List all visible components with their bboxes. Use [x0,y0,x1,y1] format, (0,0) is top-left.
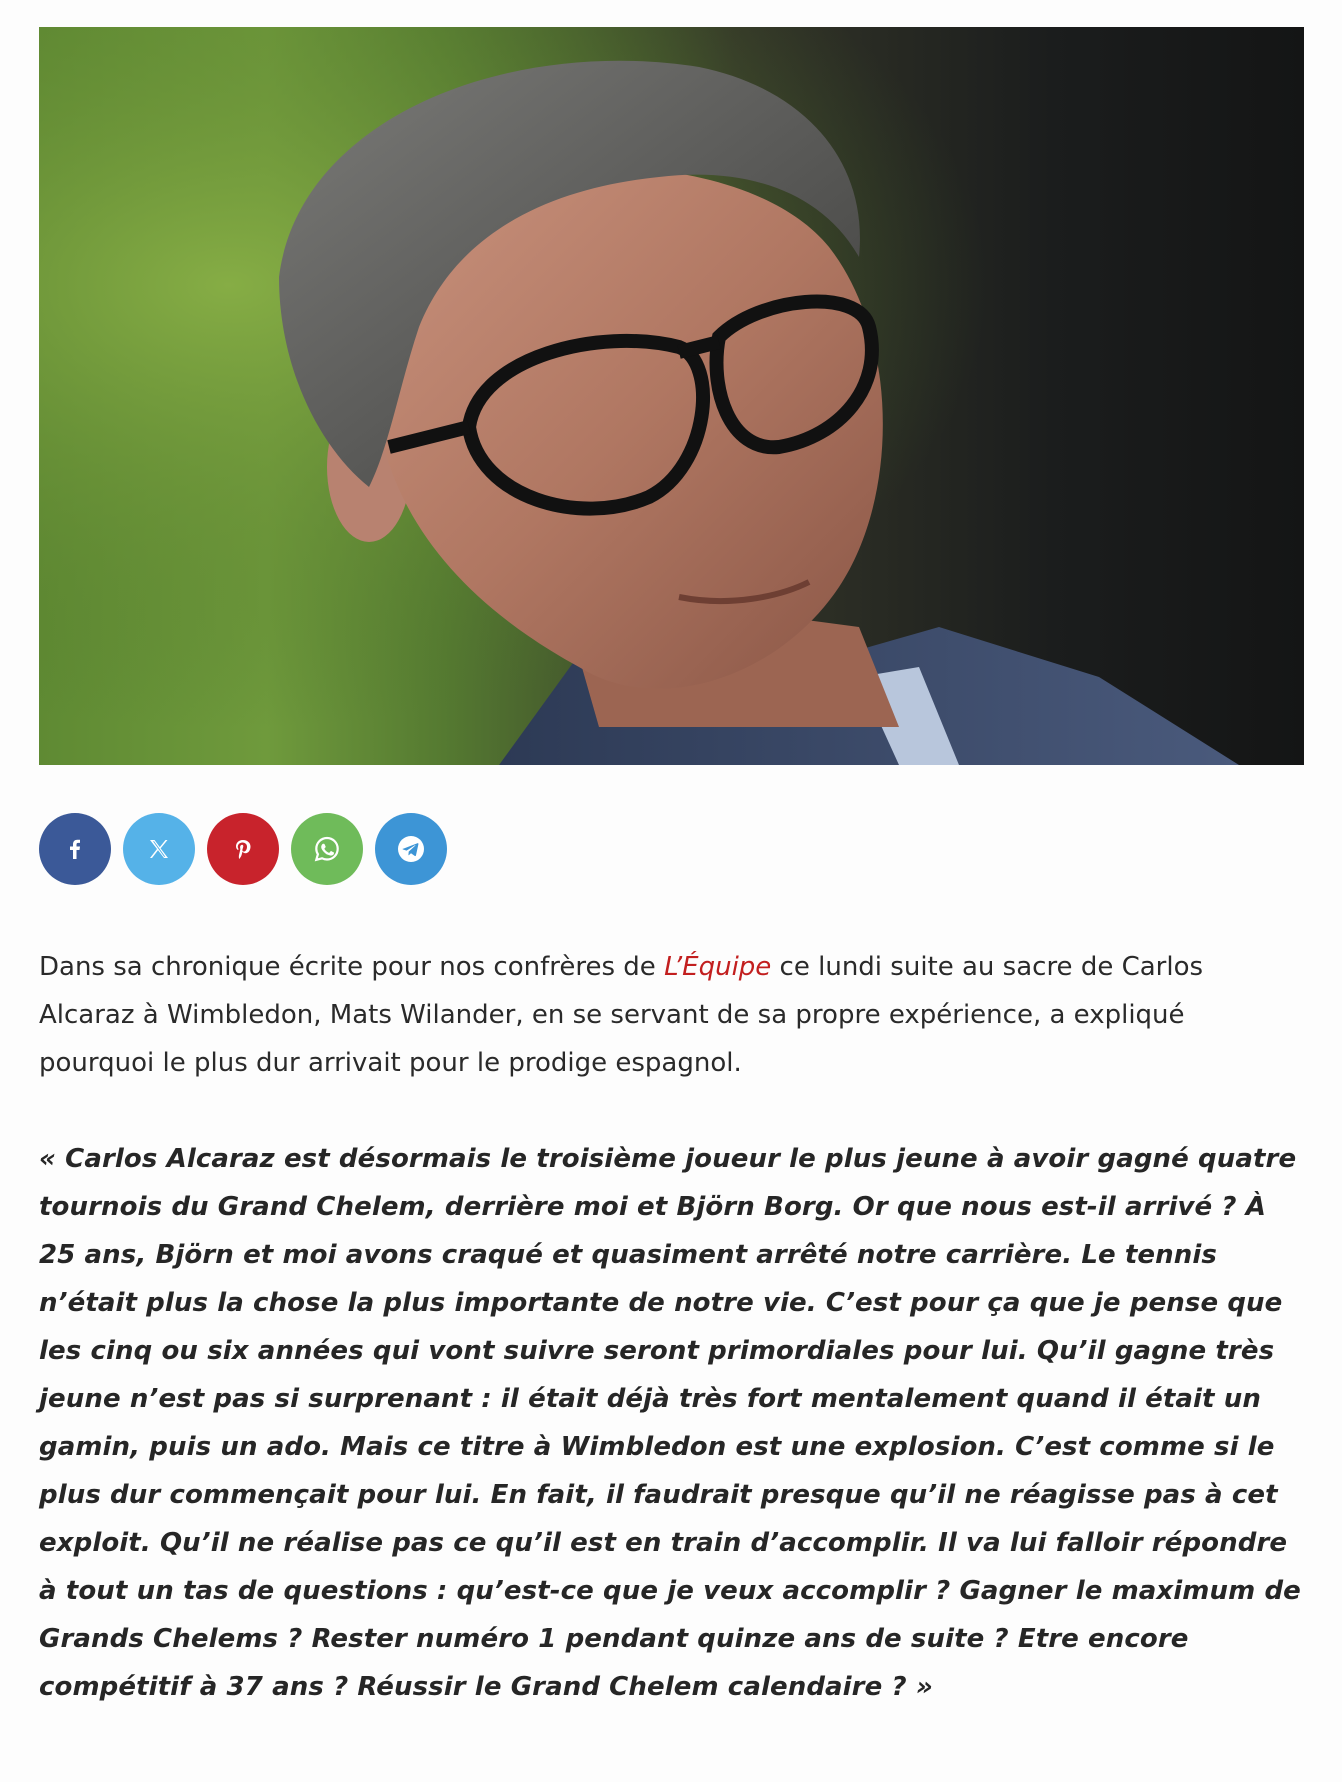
share-buttons [39,813,1304,885]
x-share-button[interactable] [123,813,195,885]
source-link[interactable]: L’Équipe [664,952,772,982]
intro-paragraph [39,943,1304,1087]
pinterest-icon [232,838,254,860]
telegram-share-button[interactable] [375,813,447,885]
intro-text-before: Dans sa chronique écrite pour nos confrères de [39,952,665,982]
whatsapp-share-button[interactable] [291,813,363,885]
article-body [39,943,1304,1711]
whatsapp-icon [313,835,341,863]
facebook-share-button[interactable] [39,813,111,885]
pinterest-share-button[interactable] [207,813,279,885]
portrait-photo [39,27,1304,765]
x-icon [147,837,171,861]
facebook-icon [64,838,86,860]
hero-image [39,27,1304,765]
quote-paragraph: « Carlos Alcaraz est désormais le troisième joueur le plus jeune à avoir gagné quatre tournois du Grand Chelem, derrière moi et Björn Borg. Or que nous est-il arrivé ? À 25 ans, Björn et moi avons craqué et quasiment arrêté notre carrière. Le tennis n’était plus la chose la plus importante de notre vie. C’est pour ça que je pense que les cinq ou six années qui vont suivre seront primordiales pour lui. Qu’il gagne très jeune n’est pas si surprenant : il était déjà très fort mentalement quand il était un gamin, puis un ado. Mais ce titre à Wimbledon est une explosion. C’est comme si le plus dur commençait pour lui. En fait, il faudrait presque qu’il ne réagisse pas à cet exploit. Qu’il ne réalise pas ce qu’il est en train d’accomplir. Il va lui falloir répondre à tout un tas de questions : qu’est-ce que je veux accomplir ? Gagner le maximum de Grands Chelems ? Rester numéro 1 pendant quinze ans de suite ? Etre encore compétitif à 37 ans ? Réussir le Grand Chelem calendaire ? » [39,1144,1301,1702]
intro-text-after: ce lundi suite au sacre de Carlos Alcaraz à Wimbledon, Mats Wilander, en se servant de sa propre expérience, a expliqué pourquoi le plus dur arrivait pour le prodige espagnol. [39,952,1204,1078]
article [39,27,1304,1711]
telegram-icon [396,834,426,864]
